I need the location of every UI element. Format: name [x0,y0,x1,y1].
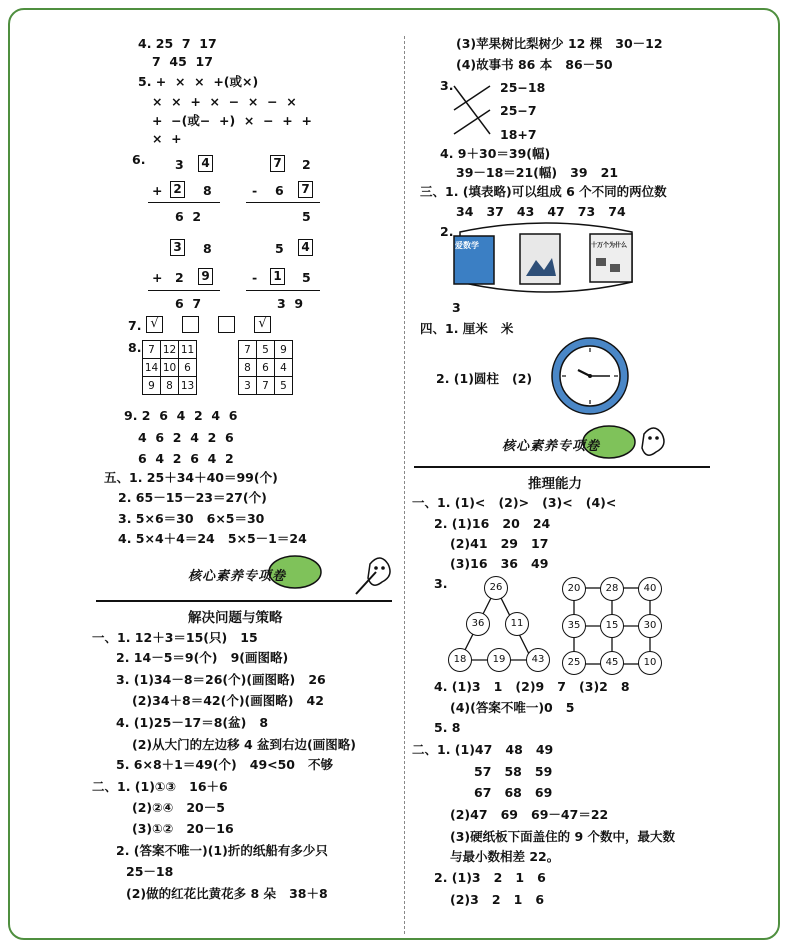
q6a-r3: 6 2 [175,209,202,224]
a1-3b: (2)34＋8＝42(个)(画图略) 42 [132,693,324,708]
b1-5: 5. 8 [434,720,461,735]
grid-cell: 7 [143,341,161,359]
q6d-r2b: 5 [302,270,311,285]
grid-cell: 10 [161,359,179,377]
r-q3-item-2: 25−7 [500,103,537,118]
grid-cell: 5 [257,341,275,359]
section-title-reasoning: 推理能力 [528,476,582,492]
q6d-r1a: 5 [275,241,284,256]
q9-line3: 6 4 2 6 4 2 [138,451,234,466]
r-q3-label: 3. [440,78,454,93]
grid-cell: 6 [179,359,197,377]
a2-1b: (2)②④ 20－5 [132,800,225,815]
q8-grid-2 [238,340,293,395]
banner-text: 核心素养专项卷 [188,569,287,584]
grid-cell: 13 [179,377,197,395]
book1-title: 爱数学 [455,241,479,250]
q6a-box1: 4 [198,155,213,172]
r-q3-item-3: 18+7 [500,127,537,142]
b1-2b: (2)41 29 17 [450,536,549,551]
banner-text: 核心素养专项卷 [502,439,601,454]
q7-check-2 [182,316,199,333]
q6a-line [148,202,220,203]
r-q4b: 39－18＝21(幅) 39 21 [456,165,619,180]
grid-cell: 8 [161,377,179,395]
s4-1: 四、1. 厘米 米 [420,321,514,336]
q6d-op: - [252,270,258,285]
tri-circle: 43 [526,648,550,672]
section-rule [414,466,710,468]
q5-line4: × + [152,131,182,146]
s3-2-answer: 3 [452,300,461,315]
q6b-box1: 7 [270,155,285,172]
sq-circle: 45 [600,651,624,675]
q6b-r2a: 6 [275,183,284,198]
q6c-r2a: 2 [175,270,184,285]
tri-circle: 26 [484,576,508,600]
sq-circle: 10 [638,651,662,675]
q7-check-4: √ [254,316,271,333]
grid-cell: 9 [275,341,293,359]
b2-2a: 2. (1)3 2 1 6 [434,870,546,885]
q6c-r1b: 8 [203,241,212,256]
a2-1c: (3)①② 20－16 [132,821,234,836]
grid-cell: 7 [239,341,257,359]
q6c-line [148,290,220,291]
a1-3a: 3. (1)34－8＝26(个)(画图略) 26 [116,672,326,687]
tri-circle: 18 [448,648,472,672]
q6b-line [246,202,320,203]
q6b-r1b: 2 [302,157,311,172]
grid-cell: 8 [239,359,257,377]
q6c-r3: 6 7 [175,296,202,311]
s3-2-label: 2. [440,224,454,239]
q4-line1: 4. 25 7 17 [138,36,217,51]
a2-2c: (2)做的红花比黄花多 8 朵 38＋8 [126,886,328,901]
q7-check-3 [218,316,235,333]
q6c-box1: 3 [170,239,185,256]
s3-1a: 三、1. (填表略)可以组成 6 个不同的两位数 [420,184,667,199]
section-title-problem-solving: 解决问题与策略 [188,610,283,626]
a1-2: 2. 14－5＝9(个) 9(画图略) [116,650,289,665]
sq-circle: 30 [638,614,662,638]
grid-cell: 7 [257,377,275,395]
q8-grid-1 [142,340,197,395]
section-rule [96,600,392,602]
book3-title: 十万个为什么 [591,242,628,249]
b1-4a: 4. (1)3 1 (2)9 7 (3)2 8 [434,679,630,694]
sq-circle: 40 [638,577,662,601]
q6d-r3: 3 9 [277,296,304,311]
books-illustration [446,222,646,298]
q9-line1: 9. 2 6 4 2 4 6 [124,408,238,423]
b2-1a: 二、1. (1)47 48 49 [412,742,554,757]
q6-label: 6. [132,152,146,167]
q6a-box2: 2 [170,181,185,198]
q6a-r2b: 8 [203,183,212,198]
q4-line2: 7 45 17 [152,54,213,69]
s4-2: 2. (1)圆柱 (2) [436,371,533,386]
column-divider [404,36,405,934]
a2-1a: 二、1. (1)①③ 16＋6 [92,779,228,794]
q6b-box2: 7 [298,181,313,198]
tri-circle: 36 [466,612,490,636]
banner-core-literacy-2 [494,420,714,468]
r-4: (4)故事书 86 本 86－50 [456,57,613,72]
q6c-box2: 9 [198,268,213,285]
grid-cell: 11 [179,341,197,359]
s5-3: 3. 5×6＝30 6×5＝30 [118,511,265,526]
q8-label: 8. [128,340,142,355]
q5-line1: 5. + × × +(或×) [138,74,259,89]
r-3: (3)苹果树比梨树少 12 棵 30－12 [456,36,663,51]
q6d-box1: 4 [298,239,313,256]
grid-cell: 3 [239,377,257,395]
s5-4: 4. 5×4＋4＝24 5×5－1＝24 [118,531,307,546]
grid-cell: 6 [257,359,275,377]
sq-circle: 15 [600,614,624,638]
banner-core-literacy [180,550,400,598]
s3-1b: 34 37 43 47 73 74 [456,204,626,219]
q6a-op: + [152,183,163,198]
tri-circle: 19 [487,648,511,672]
a1-4b: (2)从大门的左边移 4 盆到右边(画图略) [132,737,356,752]
q5-line2: × × + × − × − × [152,94,297,109]
grid-cell: 9 [143,377,161,395]
matching-lines [448,80,508,140]
b1-1: 一、1. (1)< (2)> (3)< (4)< [412,495,617,510]
q6d-line [246,290,320,291]
tri-circle: 11 [505,612,529,636]
sq-circle: 20 [562,577,586,601]
s5-1: 五、1. 25＋34＋40＝99(个) [104,470,278,485]
grid-cell: 14 [143,359,161,377]
q6a-r1a: 3 [175,157,184,172]
b2-2b: (2)3 2 1 6 [450,892,545,907]
b2-1e: (3)硬纸板下面盖住的 9 个数中，最大数 [450,829,676,844]
sq-circle: 28 [600,577,624,601]
q5-line3: + −(或− +) × − + + [152,113,312,128]
b2-1b: 57 58 59 [474,764,553,779]
b2-1f: 与最小数相差 22。 [450,849,560,864]
grid-cell: 4 [275,359,293,377]
b1-2a: 2. (1)16 20 24 [434,516,551,531]
q9-line2: 4 6 2 4 2 6 [138,430,234,445]
sq-circle: 35 [562,614,586,638]
grid-cell: 12 [161,341,179,359]
b1-4b: (4)(答案不唯一)0 5 [450,700,575,715]
q6c-op: + [152,270,163,285]
grid-cell: 5 [275,377,293,395]
a1-4a: 4. (1)25－17＝8(盆) 8 [116,715,269,730]
b1-2c: (3)16 36 49 [450,556,549,571]
q6b-op: - [252,183,258,198]
a1-5: 5. 6×8＋1＝49(个) 49<50 不够 [116,757,334,772]
b1-3-label: 3. [434,576,448,591]
q6b-r3: 5 [302,209,311,224]
a2-2a: 2. (答案不唯一)(1)折的纸船有多少只 [116,843,328,858]
b2-1d: (2)47 69 69－47＝22 [450,807,609,822]
r-q3-item-1: 25−18 [500,80,546,95]
clock-icon [548,336,632,418]
b2-1c: 67 68 69 [474,785,553,800]
a2-2b: 25－18 [126,864,174,879]
q6d-box2: 1 [270,268,285,285]
sq-circle: 25 [562,651,586,675]
q7-check-1: √ [146,316,163,333]
r-q4a: 4. 9＋30＝39(幅) [440,146,551,161]
a1-1: 一、1. 12＋3＝15(只) 15 [92,630,258,645]
s5-2: 2. 65－15－23＝27(个) [118,490,267,505]
q7-label: 7. [128,318,142,333]
